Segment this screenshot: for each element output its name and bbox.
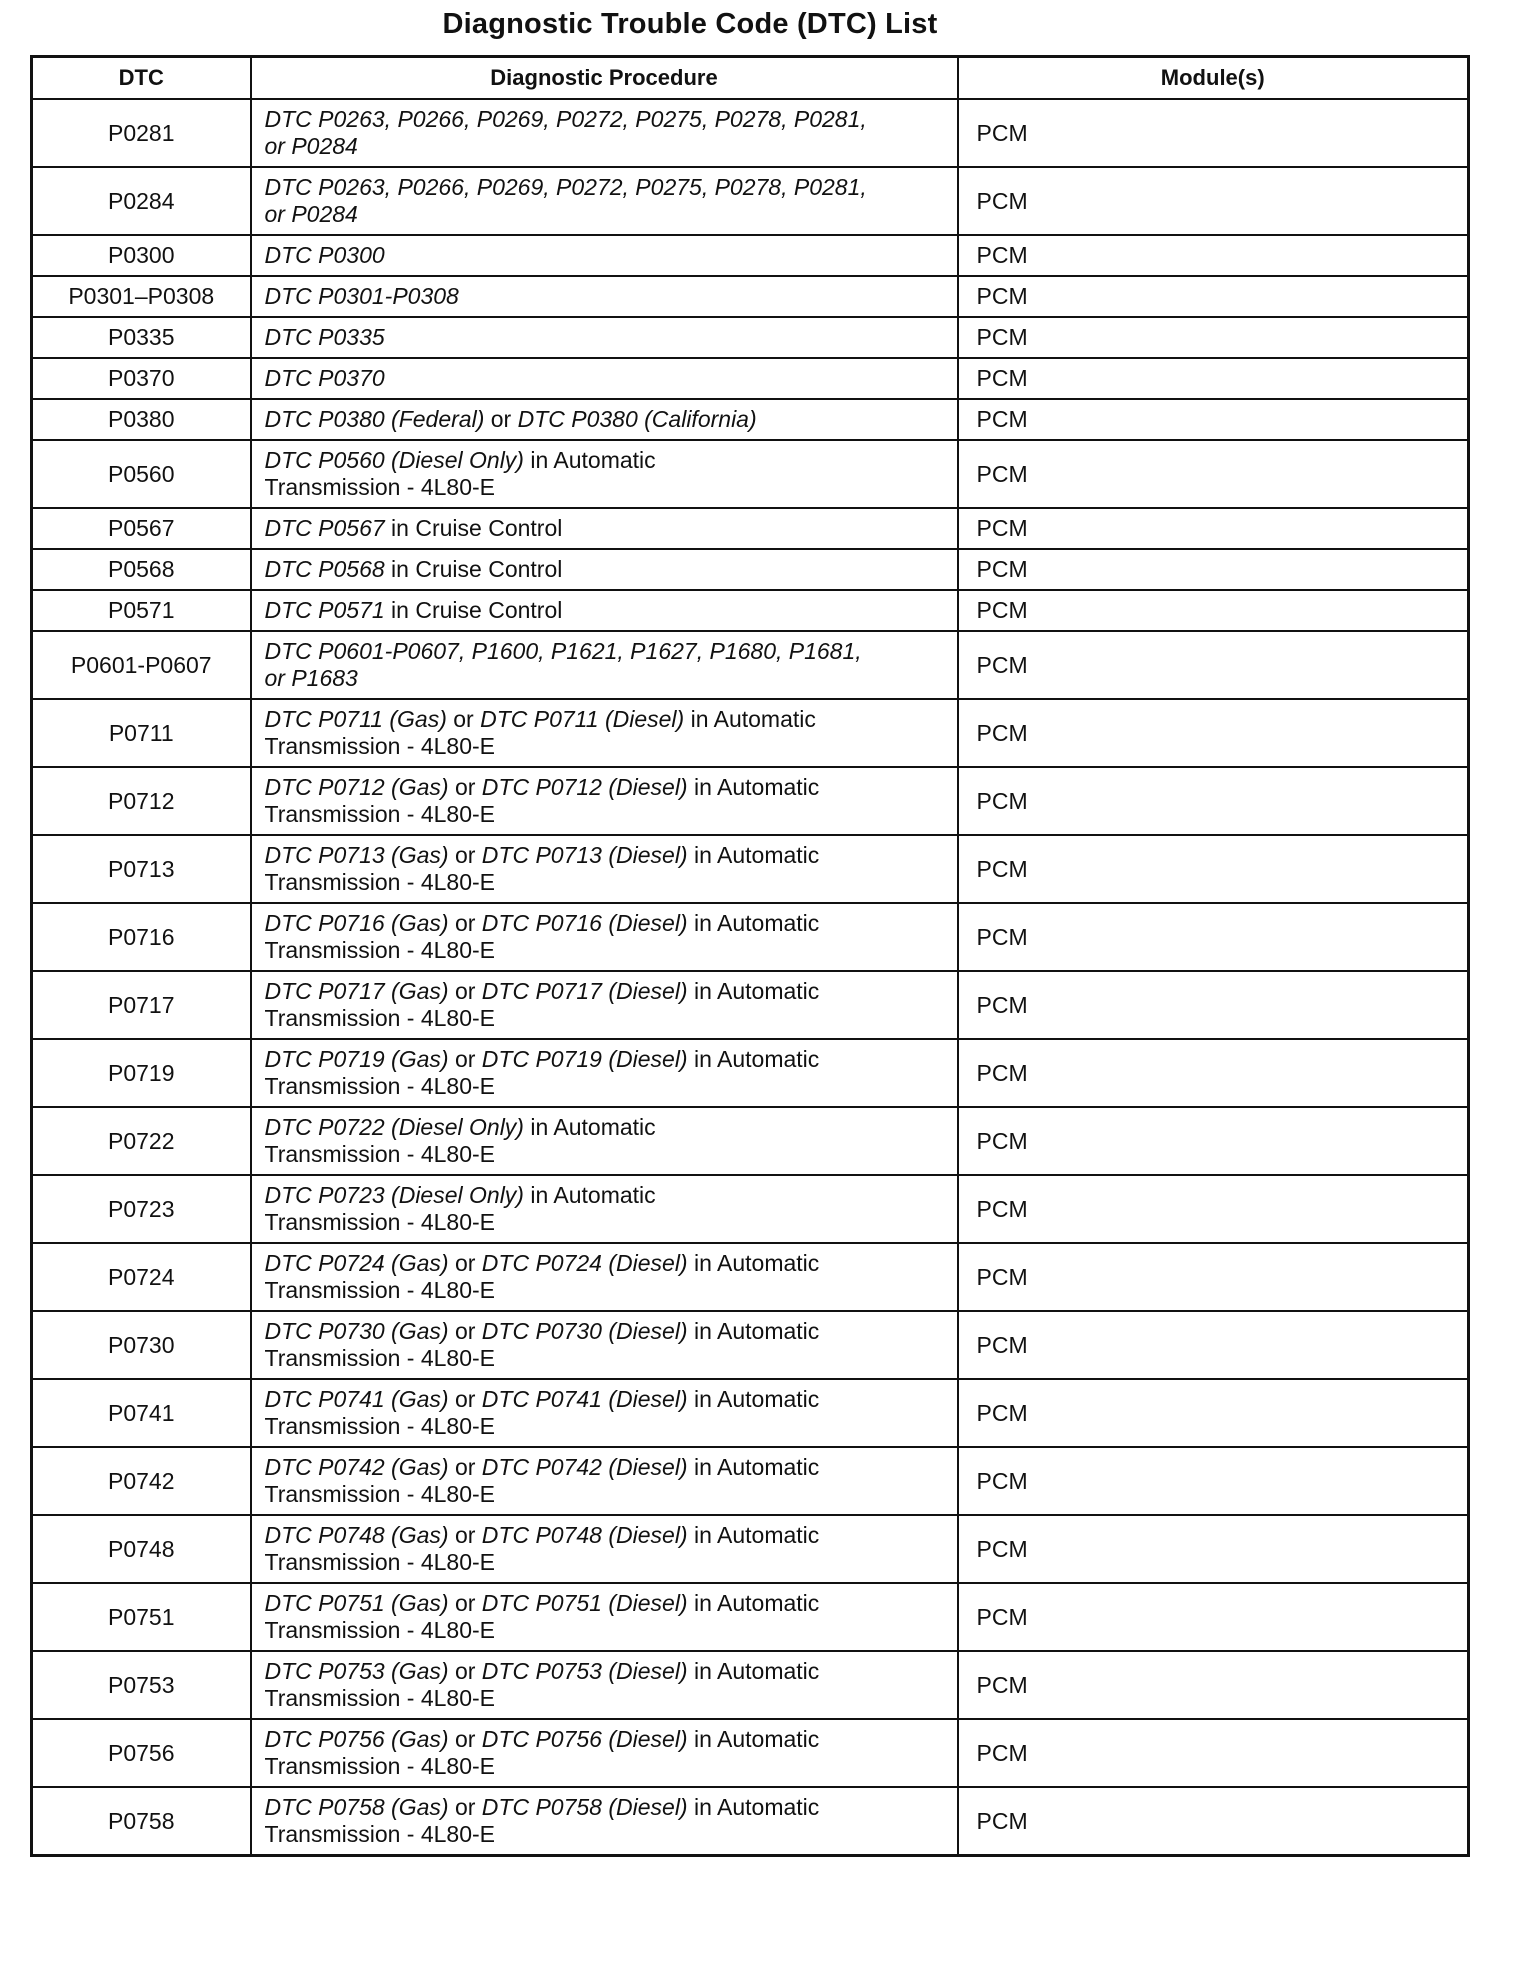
module-name: PCM [958,358,1469,399]
table-row [32,99,1469,167]
table-row [32,358,1469,399]
table-row [32,440,1469,508]
table-row [32,1787,1469,1856]
procedure-reference: DTC P0601-P0607, P1600, P1621, P1627, P1680, P1681, [264,638,862,664]
procedure-reference: DTC P0758 (Gas) [264,1794,449,1820]
module-name: PCM [958,276,1469,317]
procedure-text: in Automatic [687,774,820,800]
procedure-reference: DTC P0722 (Diesel Only) [264,1114,524,1140]
diagnostic-procedure [251,549,958,590]
procedure-reference: DTC P0742 (Diesel) [481,1454,688,1480]
module-name: PCM [958,1311,1469,1379]
procedure-text: Transmission - 4L80-E [264,1481,496,1507]
procedure-text: Transmission - 4L80-E [264,1617,496,1643]
dtc-code: P0567 [32,508,251,549]
page-title: Diagnostic Trouble Code (DTC) List [442,8,938,40]
procedure-reference: DTC P0724 (Gas) [264,1250,449,1276]
module-name: PCM [958,167,1469,235]
module-name: PCM [958,903,1469,971]
procedure-reference: DTC P0568 [264,556,385,582]
table-row [32,1651,1469,1719]
table-row [32,1039,1469,1107]
module-name: PCM [958,1039,1469,1107]
procedure-reference: DTC P0380 (California) [517,406,757,432]
table-row [32,508,1469,549]
procedure-text: in Automatic [687,1726,820,1752]
table-row [32,1583,1469,1651]
procedure-reference: DTC P0263, P0266, P0269, P0272, P0275, P0278, P0281, [264,106,867,132]
procedure-reference: DTC P0741 (Gas) [264,1386,449,1412]
procedure-reference: DTC P0560 (Diesel Only) [264,447,524,473]
procedure-text: in Automatic [684,706,816,732]
table-row [32,699,1469,767]
procedure-text: or [446,706,481,732]
diagnostic-procedure [251,99,958,167]
dtc-code: P0748 [32,1515,251,1583]
dtc-code: P0742 [32,1447,251,1515]
procedure-text: in Automatic [687,1522,820,1548]
dtc-code: P0758 [32,1787,251,1856]
dtc-code: P0568 [32,549,251,590]
table-row [32,276,1469,317]
procedure-text: or [448,1454,482,1480]
procedure-text: in Automatic [687,978,820,1004]
procedure-reference: DTC P0751 (Diesel) [481,1590,688,1616]
dtc-code: P0284 [32,167,251,235]
diagnostic-procedure [251,440,958,508]
procedure-text: Transmission - 4L80-E [264,1413,496,1439]
module-name: PCM [958,1787,1469,1856]
table-row [32,167,1469,235]
procedure-reference: DTC P0380 (Federal) [264,406,485,432]
procedure-text: Transmission - 4L80-E [264,869,496,895]
procedure-reference: DTC P0748 (Diesel) [481,1522,688,1548]
procedure-text: Transmission - 4L80-E [264,1277,496,1303]
procedure-text: or [448,978,482,1004]
procedure-reference: DTC P0756 (Gas) [264,1726,449,1752]
procedure-reference: DTC P0756 (Diesel) [481,1726,688,1752]
procedure-text: Transmission - 4L80-E [264,733,496,759]
diagnostic-procedure [251,1175,958,1243]
table-row [32,1447,1469,1515]
procedure-text: Transmission - 4L80-E [264,801,496,827]
procedure-reference: DTC P0567 [264,515,385,541]
procedure-text: or [448,774,482,800]
dtc-code: P0560 [32,440,251,508]
procedure-text: in Automatic [687,1318,820,1344]
procedure-reference: DTC P0300 [264,242,385,268]
procedure-text: or [448,1250,482,1276]
procedure-reference: DTC P0730 (Gas) [264,1318,449,1344]
dtc-code: P0723 [32,1175,251,1243]
procedure-text: in Automatic [687,910,820,936]
procedure-text: Transmission - 4L80-E [264,1209,496,1235]
module-name: PCM [958,317,1469,358]
diagnostic-procedure [251,1583,958,1651]
table-row [32,317,1469,358]
dtc-code: P0571 [32,590,251,631]
procedure-text: in Automatic [687,842,820,868]
diagnostic-procedure [251,1515,958,1583]
diagnostic-procedure [251,971,958,1039]
dtc-code: P0741 [32,1379,251,1447]
header-diagnostic-procedure: Diagnostic Procedure [251,57,958,100]
procedure-text: in Automatic [687,1658,820,1684]
diagnostic-procedure [251,1243,958,1311]
procedure-text: Transmission - 4L80-E [264,937,496,963]
module-name: PCM [958,971,1469,1039]
procedure-text: in Cruise Control [384,515,563,541]
table-row [32,399,1469,440]
table-header-row [32,57,1469,100]
module-name: PCM [958,699,1469,767]
procedure-text: or [448,910,482,936]
module-name: PCM [958,1651,1469,1719]
procedure-text: or [448,1522,482,1548]
header-modules: Module(s) [958,57,1469,100]
procedure-reference: or P0284 [264,133,358,159]
module-name: PCM [958,1515,1469,1583]
dtc-code: P0756 [32,1719,251,1787]
table-row [32,903,1469,971]
diagnostic-procedure [251,903,958,971]
procedure-reference: DTC P0370 [264,365,385,391]
module-name: PCM [958,835,1469,903]
diagnostic-procedure [251,1787,958,1856]
diagnostic-procedure [251,508,958,549]
module-name: PCM [958,1719,1469,1787]
module-name: PCM [958,1175,1469,1243]
procedure-reference: DTC P0717 (Gas) [264,978,449,1004]
procedure-reference: DTC P0716 (Diesel) [481,910,688,936]
procedure-text: or [448,1318,482,1344]
procedure-reference: DTC P0753 (Gas) [264,1658,449,1684]
module-name: PCM [958,631,1469,699]
table-row [32,235,1469,276]
procedure-text: Transmission - 4L80-E [264,1549,496,1575]
table-row [32,631,1469,699]
module-name: PCM [958,440,1469,508]
dtc-code: P0716 [32,903,251,971]
procedure-text: in Automatic [687,1386,820,1412]
diagnostic-procedure [251,1311,958,1379]
diagnostic-procedure [251,235,958,276]
procedure-text: or [448,1794,482,1820]
procedure-reference: DTC P0713 (Diesel) [481,842,688,868]
diagnostic-procedure [251,358,958,399]
procedure-reference: DTC P0730 (Diesel) [481,1318,688,1344]
module-name: PCM [958,508,1469,549]
table-row [32,767,1469,835]
procedure-reference: DTC P0741 (Diesel) [481,1386,688,1412]
module-name: PCM [958,590,1469,631]
dtc-code: P0281 [32,99,251,167]
procedure-text: Transmission - 4L80-E [264,1685,496,1711]
dtc-code: P0753 [32,1651,251,1719]
procedure-reference: DTC P0719 (Diesel) [481,1046,688,1072]
procedure-reference: DTC P0713 (Gas) [264,842,449,868]
module-name: PCM [958,235,1469,276]
procedure-reference: DTC P0335 [264,324,385,350]
procedure-reference: DTC P0263, P0266, P0269, P0272, P0275, P0278, P0281, [264,174,867,200]
table-row [32,1311,1469,1379]
dtc-code: P0724 [32,1243,251,1311]
diagnostic-procedure [251,1447,958,1515]
dtc-code: P0717 [32,971,251,1039]
procedure-reference: DTC P0716 (Gas) [264,910,449,936]
diagnostic-procedure [251,167,958,235]
diagnostic-procedure [251,317,958,358]
procedure-text: in Automatic [523,1182,656,1208]
dtc-code: P0712 [32,767,251,835]
procedure-reference: DTC P0753 (Diesel) [481,1658,688,1684]
procedure-text: in Automatic [687,1794,820,1820]
module-name: PCM [958,1583,1469,1651]
diagnostic-procedure [251,399,958,440]
procedure-text: Transmission - 4L80-E [264,474,496,500]
procedure-text: or [448,1386,482,1412]
dtc-code: P0713 [32,835,251,903]
dtc-table [30,55,1470,1857]
diagnostic-procedure [251,1039,958,1107]
module-name: PCM [958,549,1469,590]
dtc-code: P0601-P0607 [32,631,251,699]
procedure-reference: DTC P0748 (Gas) [264,1522,449,1548]
procedure-text: in Automatic [523,447,656,473]
procedure-text: or [448,1590,482,1616]
module-name: PCM [958,399,1469,440]
diagnostic-procedure [251,767,958,835]
procedure-text: or [448,1046,482,1072]
procedure-reference: DTC P0712 (Diesel) [481,774,688,800]
procedure-text: Transmission - 4L80-E [264,1821,496,1847]
table-row [32,590,1469,631]
procedure-text: in Cruise Control [384,597,563,623]
procedure-text: in Automatic [687,1250,820,1276]
procedure-reference: or P0284 [264,201,358,227]
procedure-text: in Automatic [687,1590,820,1616]
table-row [32,1175,1469,1243]
module-name: PCM [958,99,1469,167]
procedure-text: Transmission - 4L80-E [264,1753,496,1779]
procedure-text: Transmission - 4L80-E [264,1005,496,1031]
diagnostic-procedure [251,1651,958,1719]
procedure-reference: DTC P0742 (Gas) [264,1454,449,1480]
procedure-text: or [448,1658,482,1684]
header-dtc: DTC [32,57,251,100]
procedure-reference: DTC P0724 (Diesel) [481,1250,688,1276]
procedure-text: or [448,842,482,868]
table-row [32,1107,1469,1175]
dtc-code: P0751 [32,1583,251,1651]
diagnostic-procedure [251,699,958,767]
table-row [32,835,1469,903]
diagnostic-procedure [251,276,958,317]
table-row [32,1243,1469,1311]
module-name: PCM [958,1379,1469,1447]
procedure-reference: DTC P0719 (Gas) [264,1046,449,1072]
procedure-reference: DTC P0712 (Gas) [264,774,449,800]
dtc-code: P0300 [32,235,251,276]
procedure-reference: DTC P0751 (Gas) [264,1590,449,1616]
procedure-reference: DTC P0301-P0308 [264,283,459,309]
procedure-reference: DTC P0723 (Diesel Only) [264,1182,524,1208]
table-row [32,971,1469,1039]
module-name: PCM [958,1107,1469,1175]
dtc-code: P0335 [32,317,251,358]
dtc-code: P0301–P0308 [32,276,251,317]
dtc-code: P0730 [32,1311,251,1379]
procedure-reference: DTC P0717 (Diesel) [481,978,688,1004]
procedure-text: in Automatic [687,1454,820,1480]
dtc-code: P0719 [32,1039,251,1107]
diagnostic-procedure [251,1379,958,1447]
procedure-text: in Automatic [687,1046,820,1072]
module-name: PCM [958,767,1469,835]
procedure-text: in Cruise Control [384,556,563,582]
procedure-text: or [484,406,518,432]
table-row [32,1515,1469,1583]
procedure-reference: or P1683 [264,665,358,691]
procedure-reference: DTC P0758 (Diesel) [481,1794,688,1820]
procedure-text: in Automatic [523,1114,656,1140]
procedure-reference: DTC P0571 [264,597,385,623]
procedure-text: Transmission - 4L80-E [264,1141,496,1167]
dtc-code: P0711 [32,699,251,767]
diagnostic-procedure [251,1107,958,1175]
diagnostic-procedure [251,835,958,903]
table-row [32,549,1469,590]
procedure-text: Transmission - 4L80-E [264,1345,496,1371]
table-row [32,1719,1469,1787]
procedure-reference: DTC P0711 (Gas) [264,706,447,732]
diagnostic-procedure [251,631,958,699]
procedure-text: or [448,1726,482,1752]
table-body [32,99,1469,1856]
diagnostic-procedure [251,1719,958,1787]
procedure-text: Transmission - 4L80-E [264,1073,496,1099]
module-name: PCM [958,1243,1469,1311]
procedure-reference: DTC P0711 (Diesel) [480,706,685,732]
dtc-code: P0370 [32,358,251,399]
table-row [32,1379,1469,1447]
dtc-code: P0722 [32,1107,251,1175]
dtc-code: P0380 [32,399,251,440]
module-name: PCM [958,1447,1469,1515]
diagnostic-procedure [251,590,958,631]
